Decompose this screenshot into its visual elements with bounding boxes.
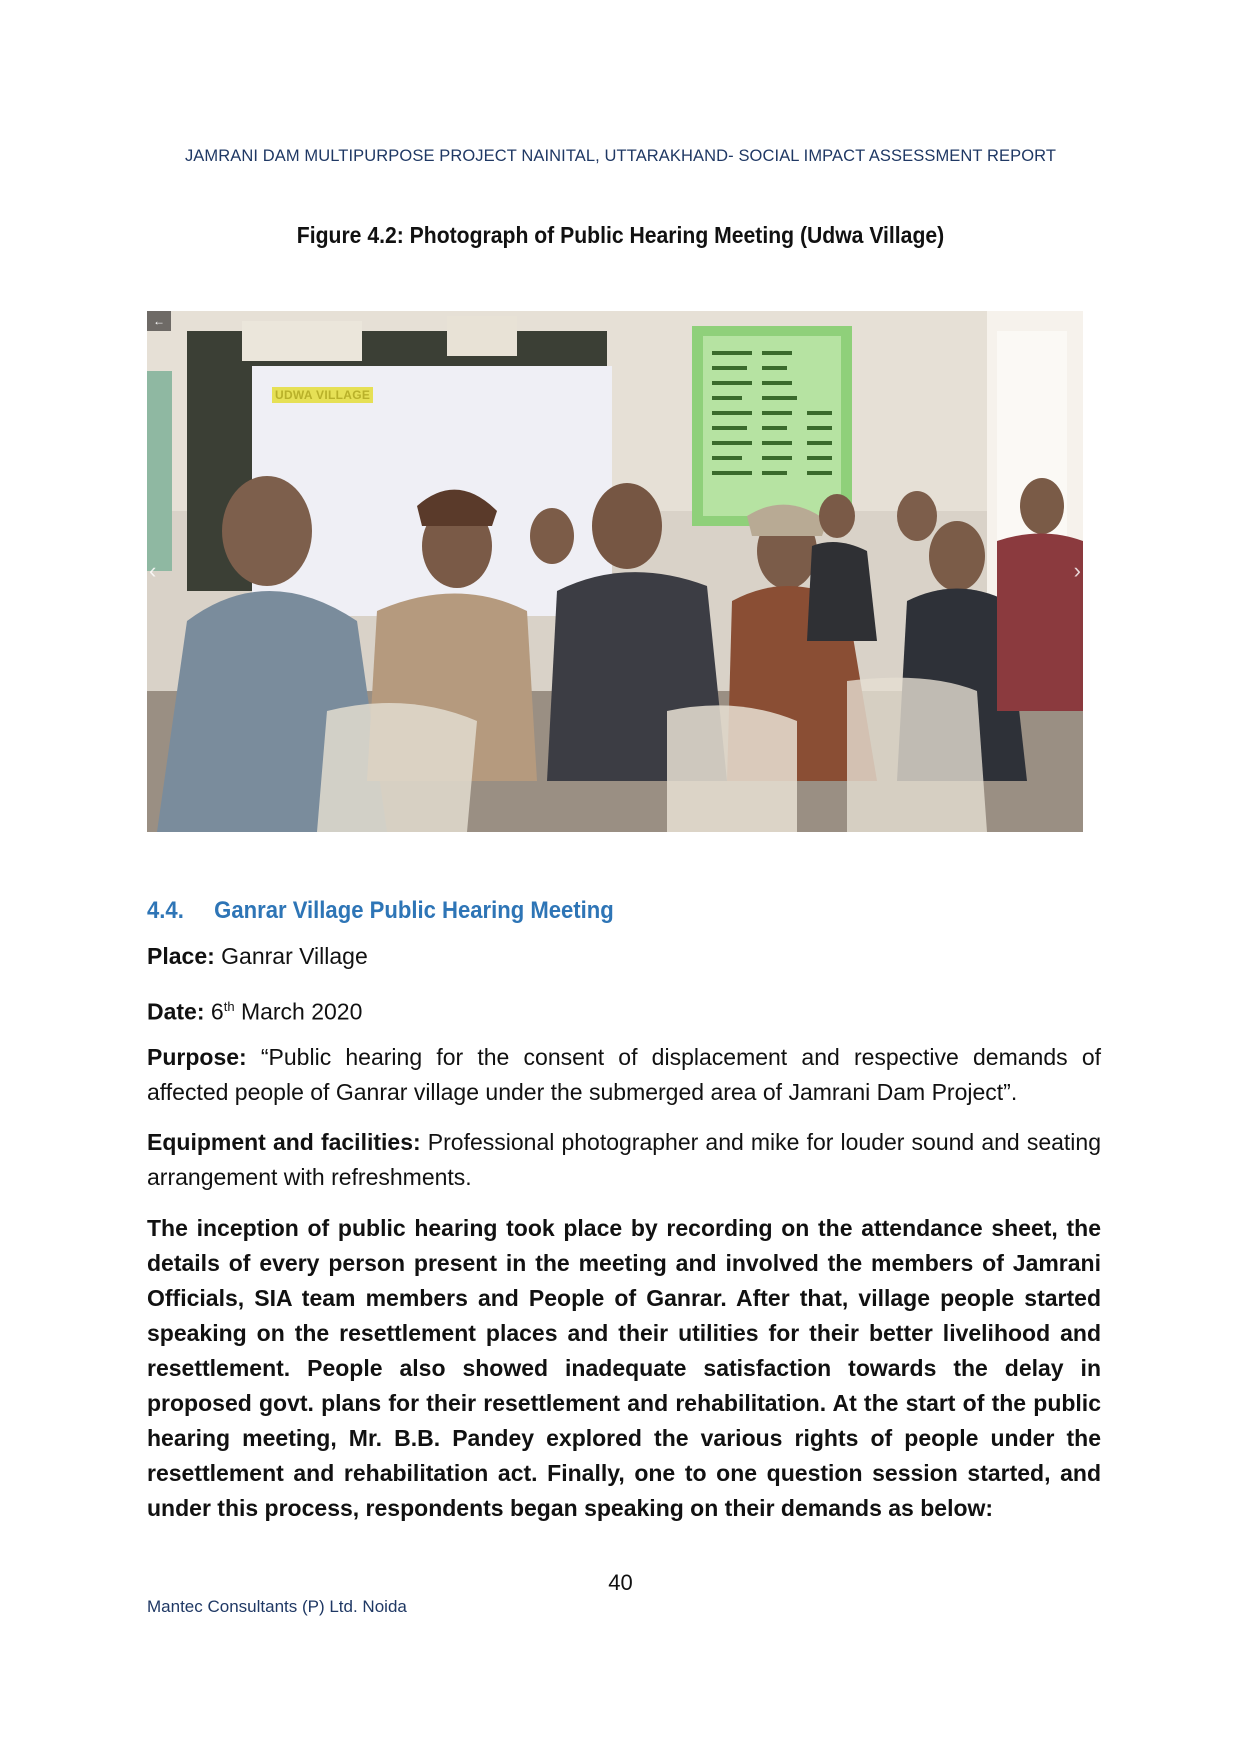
date-rest: March 2020 xyxy=(240,998,363,1025)
equipment-value: Professional photographer and mike for louder sound and seating arrangement with refreshments. xyxy=(147,1129,1101,1190)
date-suffix: th xyxy=(223,999,235,1014)
equipment-paragraph xyxy=(147,1125,1101,1195)
purpose-paragraph xyxy=(147,1040,1101,1110)
running-header: JAMRANI DAM MULTIPURPOSE PROJECT NAINITAL, UTTARAKHAND- SOCIAL IMPACT ASSESSMENT REPORT xyxy=(184,147,1057,165)
section-heading xyxy=(147,897,614,925)
section-title: Ganrar Village Public Hearing Meeting xyxy=(214,897,614,924)
date-label: Date: xyxy=(147,998,205,1025)
purpose-label: Purpose: xyxy=(147,1044,247,1070)
footer-company: Mantec Consultants (P) Ltd. Noida xyxy=(147,1597,407,1616)
purpose-value: “Public hearing for the consent of displacement and respective demands of affected people of Ganrar village under the submerged area of Jamrani Dam Project”. xyxy=(147,1044,1101,1105)
photo-overlay-label: UDWA VILLAGE xyxy=(272,387,373,403)
place-line xyxy=(147,939,1101,974)
section-number: 4.4. xyxy=(147,897,184,924)
back-arrow-icon: ← xyxy=(147,311,171,331)
page-number: 40 xyxy=(608,1570,633,1595)
chevron-right-icon: › xyxy=(1073,558,1081,583)
date-line xyxy=(147,989,1101,1030)
meeting-photograph xyxy=(147,311,1083,832)
place-label: Place: xyxy=(147,943,215,969)
equipment-label: Equipment and facilities: xyxy=(147,1129,421,1155)
chevron-left-icon: ‹ xyxy=(149,558,157,583)
body-paragraph: The inception of public hearing took place by recording on the attendance sheet, the details of every person present in the meeting and involved the members of Jamrani Officials, SIA team members and People of Ganrar. After that, village people started speaking on the resettlement places and their utilities for their better livelihood and resettlement. People also showed inadequate satisfaction towards the delay in proposed govt. plans for their resettlement and rehabilitation. At the start of the public hearing meeting, Mr. B.B. Pandey explored the various rights of people under the resettlement and rehabilitation act. Finally, one to one question session started, and under this process, respondents began speaking on their demands as below: xyxy=(147,1215,1101,1521)
place-value: Ganrar Village xyxy=(221,943,368,969)
date-day: 6 xyxy=(210,998,224,1025)
figure-caption: Figure 4.2: Photograph of Public Hearing Meeting (Udwa Village) xyxy=(296,222,945,248)
